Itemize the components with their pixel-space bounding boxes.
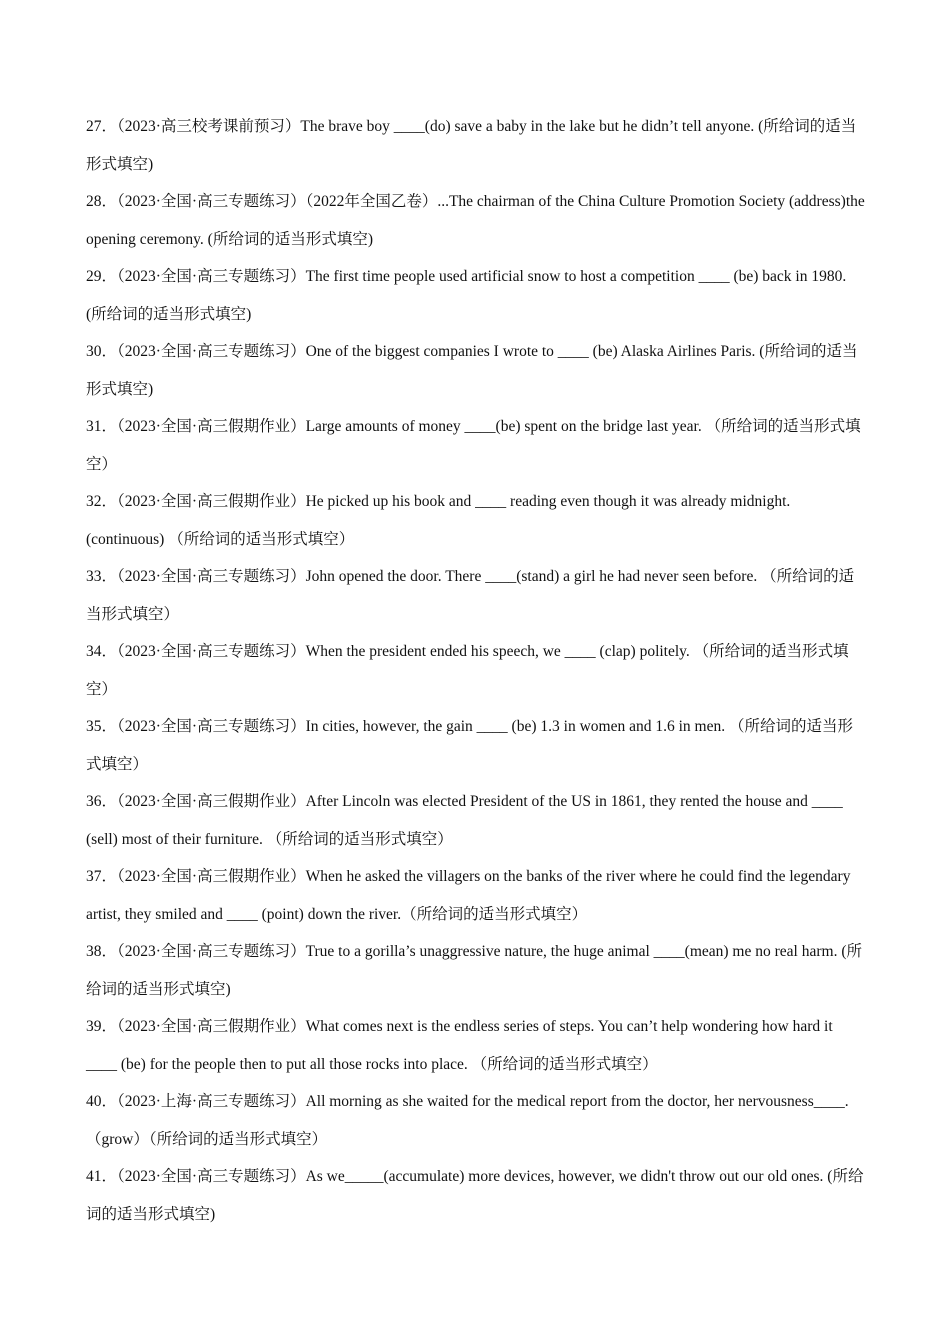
question-36: 36．（2023·全国·高三假期作业）After Lincoln was elected President of the US in 1861, they rented the house and ____ (sell) most of their furniture. （所给词的适当形式填空）: [86, 793, 843, 848]
question-38: 38．（2023·全国·高三专题练习）True to a gorilla’s unaggressive nature, the huge animal ____(mean) me no real harm. (所给词的适当形式填空): [86, 943, 862, 998]
question-41: 41．（2023·全国·高三专题练习）As we_____(accumulate) more devices, however, we didn't throw out our old ones. (所给词的适当形式填空): [86, 1168, 864, 1223]
question-39: 39．（2023·全国·高三假期作业）What comes next is the endless series of steps. You can’t help wondering how hard it ____ (be) for the people then to put all those rocks into place. （所给词的适当形式填空）: [86, 1018, 833, 1073]
question-33: 33．（2023·全国·高三专题练习）John opened the door. There ____(stand) a girl he had never seen before. （所给词的适当形式填空）: [86, 568, 855, 623]
question-30: 30．（2023·全国·高三专题练习）One of the biggest companies I wrote to ____ (be) Alaska Airlines Paris. (所给词的适当形式填空): [86, 343, 858, 398]
question-31: 31．（2023·全国·高三假期作业）Large amounts of money ____(be) spent on the bridge last year. （所给词的适当形式填空）: [86, 418, 861, 473]
question-list: [86, 108, 866, 1233]
question-32: 32．（2023·全国·高三假期作业）He picked up his book and ____ reading even though it was already midnight. (continuous) （所给词的适当形式填空）: [86, 493, 791, 548]
question-28: 28．（2023·全国·高三专题练习）（2022年全国乙卷）...The chairman of the China Culture Promotion Society (address)the opening ceremony. (所给词的适当形式填空): [86, 193, 865, 248]
question-40: 40．（2023·上海·高三专题练习）All morning as she waited for the medical report from the doctor, her nervousness____.（grow）（所给词的适当形式填空）: [86, 1093, 849, 1148]
question-37: 37．（2023·全国·高三假期作业）When he asked the villagers on the banks of the river where he could find the legendary artist, they smiled and ____ (point) down the river.（所给词的适当形式填空）: [86, 868, 851, 923]
question-29: 29．（2023·全国·高三专题练习）The first time people used artificial snow to host a competition ____ (be) back in 1980. (所给词的适当形式填空): [86, 268, 847, 323]
question-34: 34．（2023·全国·高三专题练习）When the president ended his speech, we ____ (clap) politely. （所给词的适当形式填空）: [86, 643, 849, 698]
question-35: 35．（2023·全国·高三专题练习）In cities, however, the gain ____ (be) 1.3 in women and 1.6 in men. （所给词的适当形式填空）: [86, 718, 853, 773]
question-27: 27．（2023·高三校考课前预习）The brave boy ____(do) save a baby in the lake but he didn’t tell anyone. (所给词的适当形式填空): [86, 118, 857, 173]
